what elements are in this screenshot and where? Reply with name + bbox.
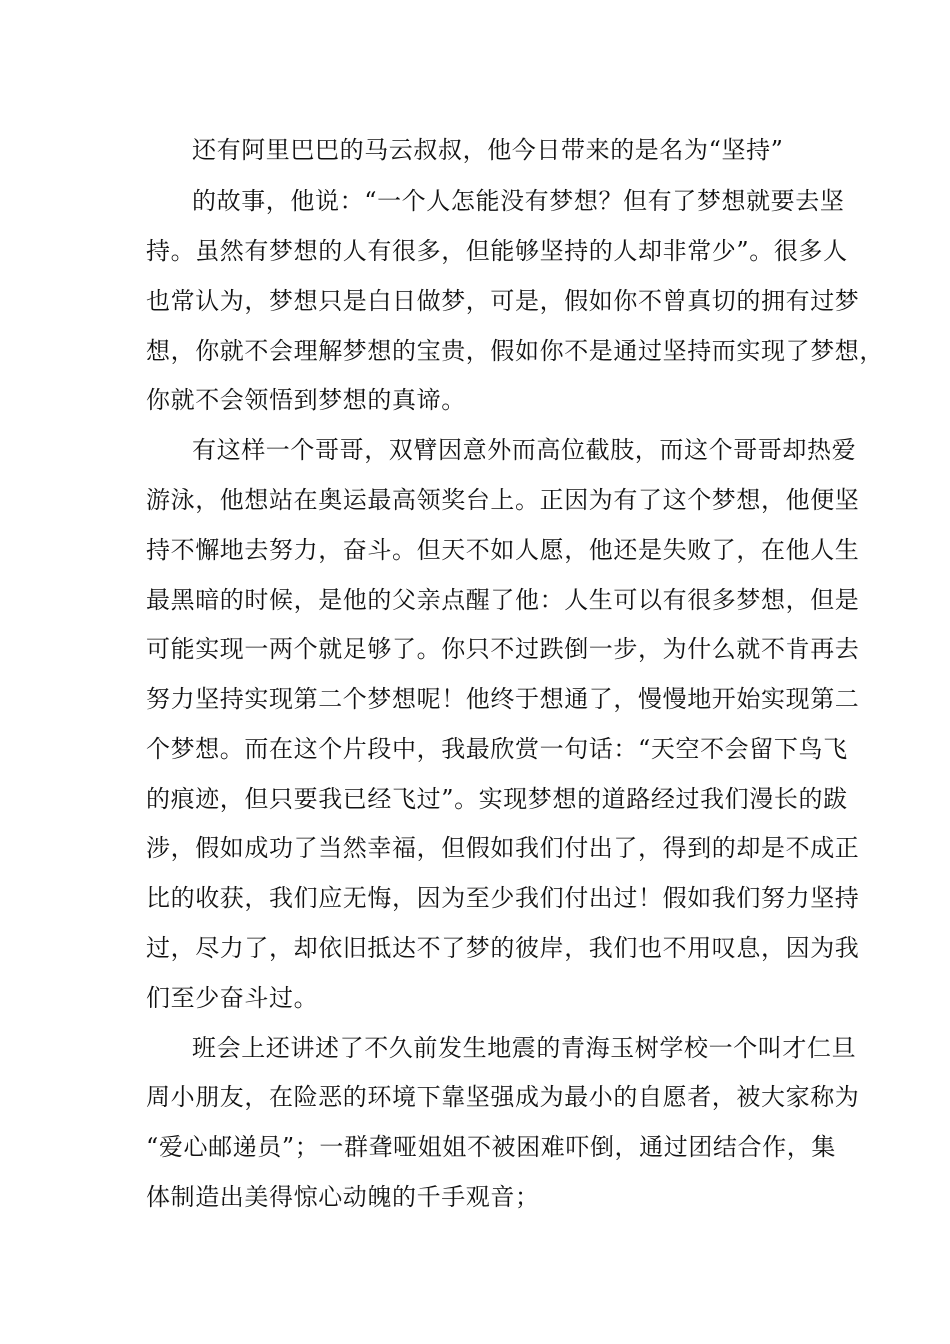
text-line: 过，尽力了，却依旧抵达不了梦的彼岸，我们也不用叹息，因为我	[146, 934, 860, 962]
text-line: 班会上还讲述了不久前发生地震的青海玉树学校一个叫才仁旦	[192, 1034, 857, 1062]
text-line: 涉，假如成功了当然幸福，但假如我们付出了，得到的却是不成正	[146, 834, 860, 862]
text-line: 比的收获，我们应无悔，因为至少我们付出过！假如我们努力坚持	[146, 884, 860, 912]
text-line: 想，你就不会理解梦想的宝贵，假如你不是通过坚持而实现了梦想，	[146, 337, 884, 365]
text-line: 还有阿里巴巴的马云叔叔，他今日带来的是名为“坚持”	[192, 136, 784, 164]
text-line: 你就不会领悟到梦想的真谛。	[146, 386, 466, 414]
text-line: 有这样一个哥哥，双臂因意外而高位截肢，而这个哥哥却热爱	[192, 436, 857, 464]
text-line: 持不懈地去努力，奋斗。但天不如人愿，他还是失败了，在他人生	[146, 536, 860, 564]
text-line: 个梦想。而在这个片段中，我最欣赏一句话：“天空不会留下鸟飞	[146, 735, 848, 763]
text-line: 们至少奋斗过。	[146, 984, 319, 1012]
text-line: 也常认为，梦想只是白日做梦，可是，假如你不曾真切的拥有过梦	[146, 287, 860, 315]
text-line: 最黑暗的时候，是他的父亲点醒了他：人生可以有很多梦想，但是	[146, 586, 860, 614]
text-line: “爱心邮递员”；一群聋哑姐姐不被困难吓倒，通过团结合作，集	[146, 1133, 836, 1161]
text-line: 努力坚持实现第二个梦想呢！他终于想通了，慢慢地开始实现第二	[146, 685, 860, 713]
text-line: 体制造出美得惊心动魄的千手观音；	[146, 1183, 540, 1211]
text-line: 可能实现一两个就足够了。你只不过跌倒一步，为什么就不肯再去	[146, 635, 860, 663]
text-line: 游泳，他想站在奥运最高领奖台上。正因为有了这个梦想，他便坚	[146, 486, 860, 514]
text-line: 的故事，他说：“一个人怎能没有梦想？但有了梦想就要去坚	[192, 187, 845, 215]
text-line: 的痕迹，但只要我已经飞过”。实现梦想的道路经过我们漫长的跋	[146, 785, 848, 813]
text-line: 持。虽然有梦想的人有很多，但能够坚持的人却非常少”。很多人	[146, 237, 848, 265]
text-line: 周小朋友，在险恶的环境下靠坚强成为最小的自愿者，被大家称为	[146, 1083, 860, 1111]
